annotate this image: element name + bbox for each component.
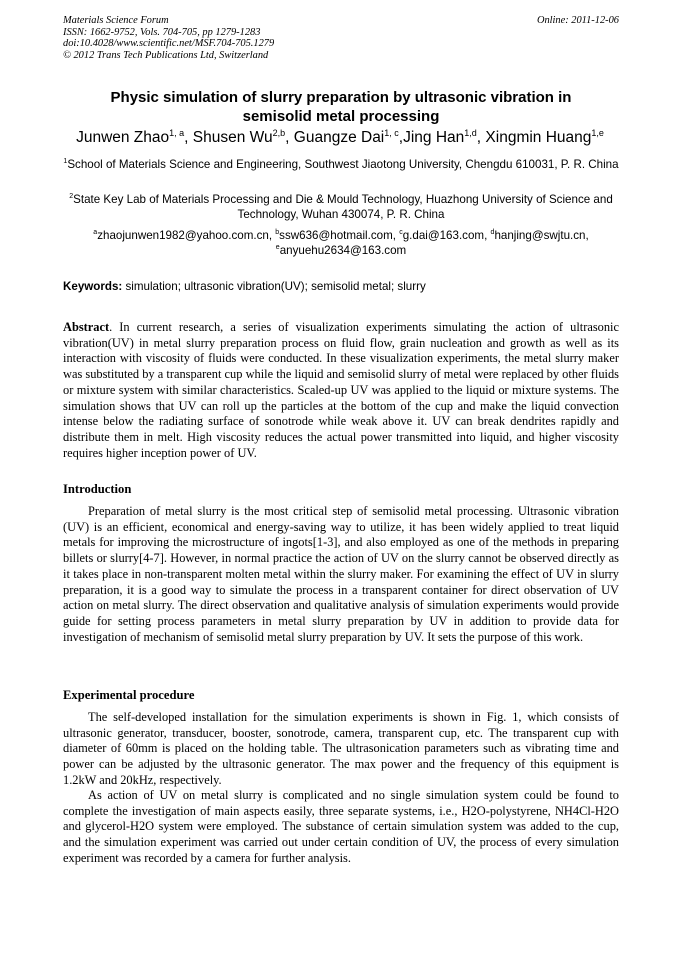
keywords-text: simulation; ultrasonic vibration(UV); semisolid metal; slurry bbox=[122, 280, 426, 293]
email-sup: d bbox=[490, 229, 495, 237]
author-sup: 2,b bbox=[272, 127, 286, 138]
email-address[interactable]: g.dai@163.com, bbox=[402, 229, 491, 242]
author-sep: , bbox=[476, 129, 486, 146]
abstract bbox=[63, 320, 619, 461]
journal-doi: doi:10.4028/www.scientific.net/MSF.704-705.1279 bbox=[63, 38, 275, 49]
author-sep: , bbox=[398, 129, 404, 146]
author-name: Junwen Zhao bbox=[76, 129, 170, 146]
author-sep: , bbox=[285, 129, 294, 146]
author-name: Xingmin Huang bbox=[485, 129, 592, 146]
author-sep: , bbox=[184, 129, 193, 146]
author-sup: 1,d bbox=[464, 127, 477, 138]
online-date: Online: 2011-12-06 bbox=[536, 15, 619, 26]
email-sup: a bbox=[93, 229, 98, 237]
email-sup: b bbox=[275, 229, 280, 237]
email-address[interactable]: zhaojunwen1982@yahoo.com.cn, bbox=[97, 229, 276, 242]
title-line-2: semisolid metal processing bbox=[242, 108, 440, 125]
author-sup: 1, c bbox=[384, 127, 399, 138]
affiliation-1 bbox=[63, 157, 619, 172]
email-sup: e bbox=[275, 244, 280, 252]
affiliation-sup: 2 bbox=[69, 193, 74, 201]
author-sup: 1, a bbox=[169, 127, 185, 138]
author-name: Shusen Wu bbox=[192, 129, 273, 146]
affiliation-sup: 1 bbox=[63, 158, 68, 166]
journal-copyright: © 2012 Trans Tech Publications Ltd, Switzerland bbox=[63, 49, 269, 61]
author-name: Jing Han bbox=[403, 129, 465, 146]
experimental-heading: Experimental procedure bbox=[63, 688, 195, 702]
affiliation-text: School of Materials Science and Engineering, Southwest Jiaotong University, Chengdu 610031, P. R. China bbox=[67, 158, 619, 171]
keywords bbox=[63, 279, 619, 294]
author-list bbox=[40, 128, 640, 148]
affiliation-text: State Key Lab of Materials Processing and Die & Mould Technology, Huazhong University of Science and Technology, Wuhan 430074, P. R. China bbox=[73, 193, 613, 221]
keywords-label: Keywords: bbox=[63, 280, 123, 293]
affiliation-2 bbox=[63, 192, 619, 222]
email-address[interactable]: hanjing@swjtu.cn, bbox=[494, 229, 589, 242]
journal-header bbox=[63, 15, 619, 61]
abstract-text: . In current research, a series of visualization experiments simulating the action of ultrasonic vibration(UV) in metal slurry preparation process on fluid flow, grain nucleation and growth as well as its interaction with viscosity of fluids were conducted. In these visualization experiments, the metal slurry maker was substituted by a transparent cup while the liquid and semisolid slurry of metal were replaced by other fluids or mixture system with similar characteristics. Scaled-up UV was applied to the liquid or mixture systems. The simulation shows that UV can roll up the particles at the bottom of the cup and make the liquid convection intense below the radiating surface of sonotrode while weak above it. UV can break dendrites rapidly and distribute them in melt. High viscosity reduces the actual power transmitted into liquid, and higher viscosity requires higher inception power of UV. bbox=[63, 320, 619, 460]
experimental-paragraph-2: As action of UV on metal slurry is complicated and no single simulation system could be found to complete the investigation of main aspects easily, three separate systems, i.e., H2O-polystyrene, NH4Cl-H2O and glycerol-H2O system were employed. The substance of certain simulation system was added to the cup, and the simulation experiment was carried out under certain condition of UV, the process of every simulation experiment was recorded by a camera for further analysis. bbox=[63, 788, 619, 865]
author-name: Guangze Dai bbox=[293, 129, 385, 146]
introduction-heading: Introduction bbox=[63, 482, 132, 496]
experimental-paragraph-1: The self-developed installation for the simulation experiments is shown in Fig. 1, which consists of ultrasonic generator, transducer, booster, sonotrode, camera, transparent cup, etc. The transparent cup with diameter of 60mm is placed on the holding table. The ultrasonication parameters such as vibrating time and power can be adjusted by the ultrasonic generator. The max power and the frequency of this equipment is 1.2kW and 20kHz, respectively. bbox=[63, 710, 619, 787]
email-sup: c bbox=[399, 229, 403, 237]
introduction-paragraph: Preparation of metal slurry is the most critical step of semisolid metal processing. Ultrasonic vibration (UV) is an efficient, economical and energy-saving way to utilize, it has been widely applied to treat liquid metals for improving the microstructure of ingots[1-3], and also employed as one of the methods in preparing billets or slurry[4-7]. However, in normal practice the action of UV on the slurry cannot be observed directly as it takes place in non-transparent molten metal within the slurry maker. For examining the effect of UV in slurry preparation, it is a good way to simulate the process in a transparent container for direct observation of UV action on metal slurry. The direct observation and qualitative analysis of simulation experiments would provide guide for setting process parameters in metal slurry preparation by UV in addition to provide data for investigation of mechanism of semisolid metal slurry preparation by UV. It sets the purpose of this work. bbox=[63, 504, 619, 644]
author-sup: 1,e bbox=[591, 127, 604, 138]
journal-name: Materials Science Forum bbox=[63, 15, 169, 26]
abstract-label: Abstract bbox=[63, 320, 110, 334]
paper-title bbox=[63, 88, 619, 126]
email-address[interactable]: anyuehu2634@163.com bbox=[279, 244, 407, 257]
title-line-1: Physic simulation of slurry preparation by ultrasonic vibration in bbox=[110, 89, 572, 106]
email-address[interactable]: ssw636@hotmail.com, bbox=[279, 229, 400, 242]
email-list bbox=[63, 228, 619, 258]
journal-issn: ISSN: 1662-9752, Vols. 704-705, pp 1279-1283 bbox=[63, 26, 261, 38]
